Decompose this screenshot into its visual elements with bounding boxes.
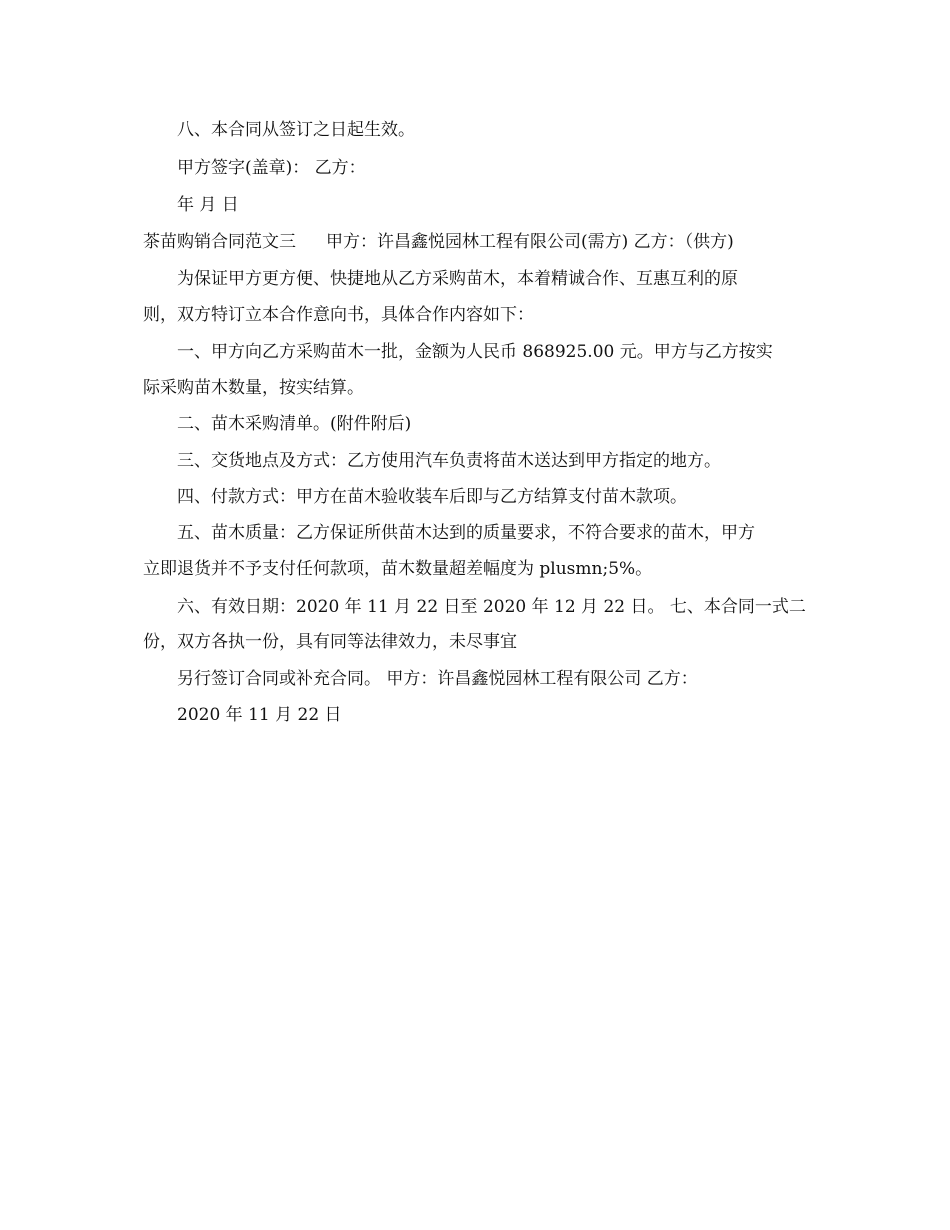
parties-header: 甲方：许昌鑫悦园林工程有限公司(需方) 乙方：（供方) xyxy=(326,232,734,252)
clause-5-line-1: 五、苗木质量：乙方保证所供苗木达到的质量要求，不符合要求的苗木，甲方 xyxy=(177,523,755,543)
section-heading-line xyxy=(143,231,734,253)
signature-line: 甲方签字(盖章)： 乙方： xyxy=(177,158,366,178)
clause-7-line-2: 份，双方各执一份，具有同等法律效力，未尽事宜 xyxy=(143,632,517,652)
clause-1-line-1: 一、甲方向乙方采购苗木一批，金额为人民币 868925.00 元。甲方与乙方按实 xyxy=(177,342,773,362)
clause-4-text: 四、付款方式：甲方在苗木验收装车后即与乙方结算支付苗木款项。 xyxy=(177,487,687,507)
date-placeholder-line: 年 月 日 xyxy=(177,195,239,215)
closing-parties-line: 另行签订合同或补充合同。 甲方：许昌鑫悦园林工程有限公司 乙方： xyxy=(177,669,698,689)
intro-paragraph-line-1: 为保证甲方更方便、快捷地从乙方采购苗木，本着精诚合作、互惠互利的原 xyxy=(177,269,738,289)
section-title: 茶苗购销合同范文三 xyxy=(143,232,296,252)
clause-5-line-2: 立即退货并不予支付任何款项，苗木数量超差幅度为 plusmn;5%。 xyxy=(143,559,653,579)
clause-2-text: 二、苗木采购清单。(附件附后) xyxy=(177,414,412,434)
clause-3-text: 三、交货地点及方式：乙方使用汽车负责将苗木送达到甲方指定的地方。 xyxy=(177,451,721,471)
clause-8-text: 八、本合同从签订之日起生效。 xyxy=(177,120,415,140)
closing-date-line: 2020 年 11 月 22 日 xyxy=(177,705,342,725)
clause-1-line-2: 际采购苗木数量，按实结算。 xyxy=(143,378,364,398)
clause-6-7-line-1: 六、有效日期：2020 年 11 月 22 日至 2020 年 12 月 22 日。 七、本合同一式二 xyxy=(177,597,806,617)
intro-paragraph-line-2: 则，双方特订立本合作意向书，具体合作内容如下： xyxy=(143,305,534,325)
